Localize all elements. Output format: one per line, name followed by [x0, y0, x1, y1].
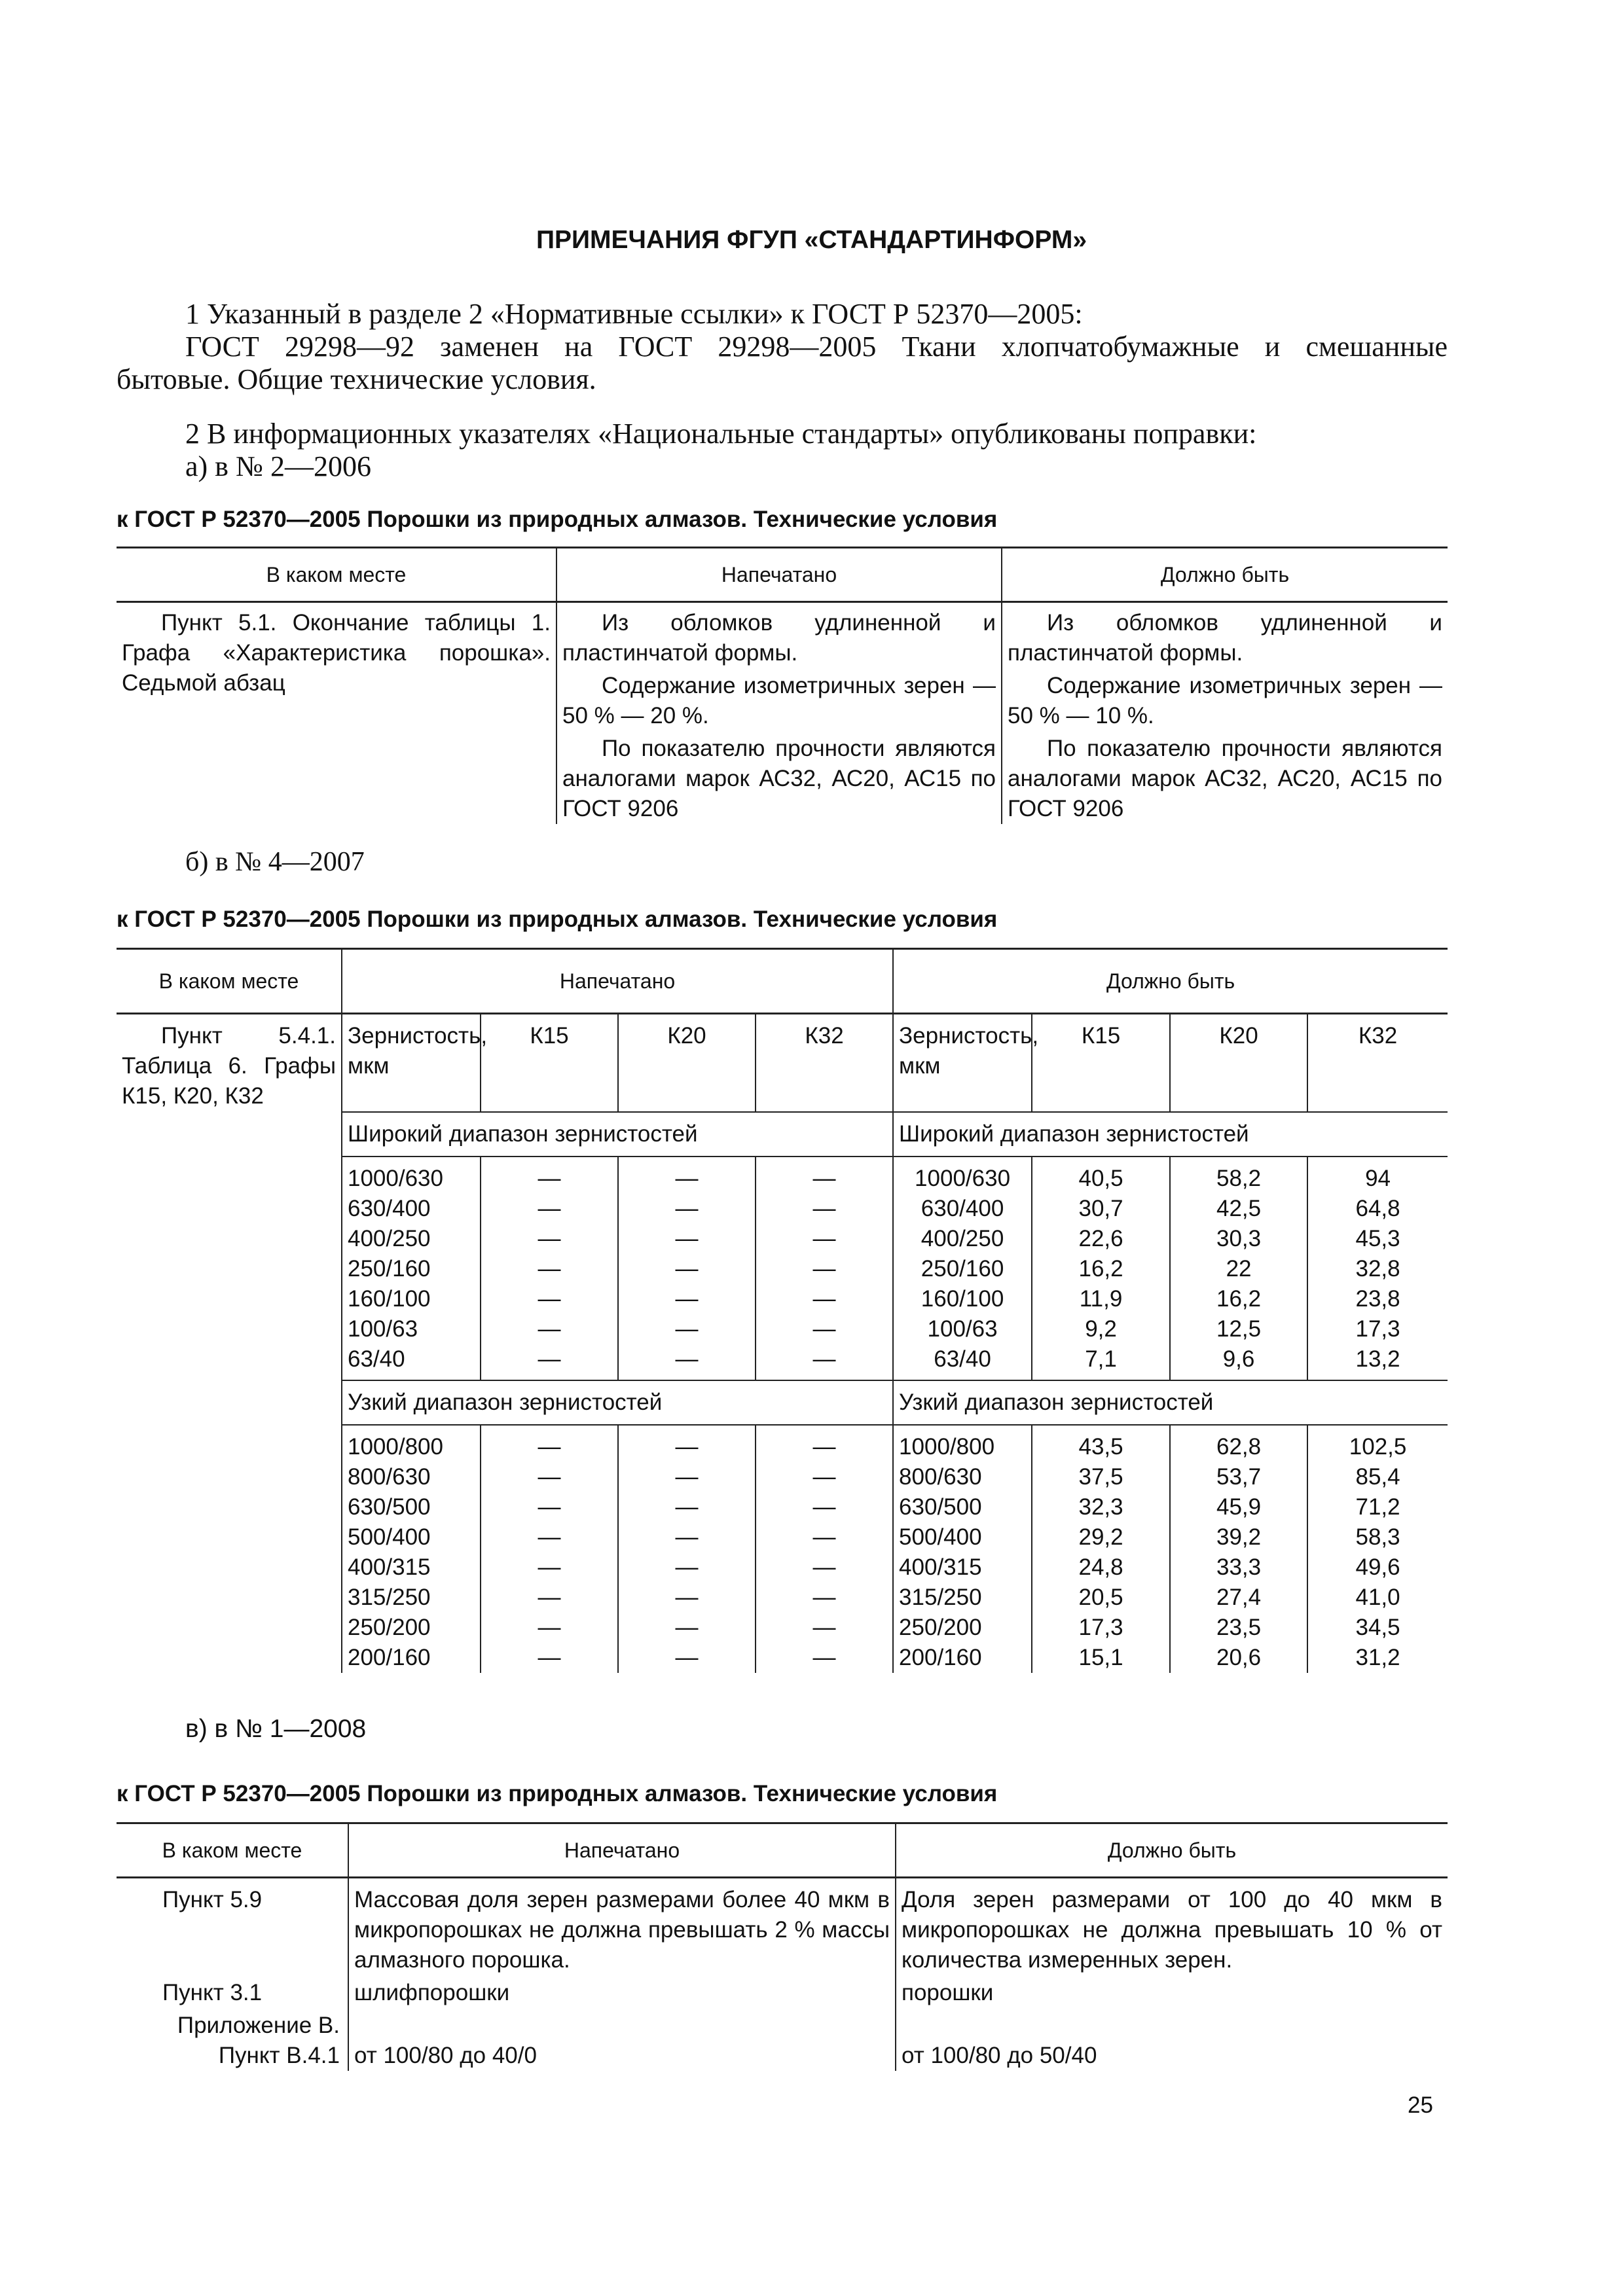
dash: —: [812, 1645, 836, 1670]
k32-value: 32,8: [1355, 1256, 1400, 1282]
col-grain-printed: Зернистость, мкм: [342, 1014, 481, 1113]
k32-value: 64,8: [1355, 1196, 1400, 1221]
k15-value: 7,1: [1085, 1346, 1117, 1372]
dash: —: [675, 1464, 699, 1490]
col-k32-printed: К32: [756, 1014, 893, 1113]
grain-value: 630/400: [348, 1196, 431, 1221]
k20-value: 16,2: [1216, 1286, 1262, 1312]
corrections-table-a: [117, 547, 1448, 824]
col-grain-should-be: Зернистость, мкм: [893, 1014, 1032, 1113]
wide-range-label-printed: Широкий диапазон зернистостей: [342, 1112, 893, 1157]
table-row: [117, 1878, 1448, 1976]
printed-para-2: Содержание изометричных зерен — 50 % — 20 %.: [562, 673, 996, 728]
grain-value: 1000/630: [915, 1166, 1011, 1191]
wide-k32-should-be: [1307, 1157, 1448, 1380]
dash: —: [675, 1196, 699, 1221]
grain-value: 400/250: [921, 1226, 1004, 1251]
grain-value: 800/630: [899, 1464, 982, 1490]
grain-value: 1000/800: [348, 1434, 443, 1460]
should-be-para-1: Из обломков удлиненной и пластинчатой формы.: [1008, 610, 1442, 666]
grain-value: 250/200: [899, 1615, 982, 1640]
k20-value: 22: [1226, 1256, 1252, 1282]
grain-value: 400/315: [348, 1554, 431, 1580]
k20-value: 45,9: [1216, 1494, 1262, 1520]
dash: —: [812, 1464, 836, 1490]
k32-value: 58,3: [1355, 1524, 1400, 1550]
col-k15-should-be: К15: [1032, 1014, 1170, 1113]
dash: —: [538, 1256, 561, 1282]
header-where: В каком месте: [117, 1823, 348, 1878]
narrow-range-label-should-be: Узкий диапазон зернистостей: [893, 1380, 1448, 1425]
printed-para-3: По показателю прочности являются аналогами марок АС32, АС20, АС15 по ГОСТ 9206: [562, 736, 996, 821]
dash: —: [538, 1585, 561, 1610]
table-row: [117, 1975, 1448, 2008]
dash: —: [538, 1464, 561, 1490]
dash: —: [675, 1226, 699, 1251]
k20-value: 53,7: [1216, 1464, 1262, 1490]
note-2-sub-a: а) в № 2—2006: [185, 450, 371, 482]
dash: —: [538, 1226, 561, 1251]
header-printed: Напечатано: [556, 548, 1002, 602]
dash: —: [538, 1316, 561, 1342]
header-should-be: Должно быть: [893, 949, 1448, 1014]
k15-value: 37,5: [1078, 1464, 1123, 1490]
k32-value: 49,6: [1355, 1554, 1400, 1580]
dash: —: [812, 1494, 836, 1520]
dash: —: [538, 1554, 561, 1580]
grain-value: 800/630: [348, 1464, 431, 1490]
k32-value: 17,3: [1355, 1316, 1400, 1342]
grain-value: 500/400: [348, 1524, 431, 1550]
cell-should-be: порошки: [896, 1975, 1448, 2008]
narrow-range-label-printed: Узкий диапазон зернистостей: [342, 1380, 893, 1425]
dash: —: [675, 1494, 699, 1520]
dash: —: [812, 1554, 836, 1580]
dash: —: [812, 1316, 836, 1342]
grain-value: 630/500: [348, 1494, 431, 1520]
reference-title-a: к ГОСТ Р 52370—2005 Порошки из природных алмазов. Технические условия: [117, 507, 998, 532]
grain-value: 200/160: [899, 1645, 982, 1670]
cell-where: Пункт 5.4.1. Таблица 6. Графы К15, К20, К32: [122, 1023, 336, 1109]
k15-value: 17,3: [1078, 1615, 1123, 1640]
grain-value: 1000/630: [348, 1166, 443, 1191]
grain-value: 100/63: [927, 1316, 998, 1342]
k20-value: 42,5: [1216, 1196, 1262, 1221]
should-be-para-2: Содержание изометричных зерен — 50 % — 10 %.: [1008, 673, 1442, 728]
wide-grain-printed: [342, 1157, 481, 1380]
grain-value: 1000/800: [899, 1434, 995, 1460]
dash: —: [812, 1434, 836, 1460]
k15-value: 11,9: [1079, 1286, 1123, 1312]
k20-value: 39,2: [1216, 1524, 1262, 1550]
dash: —: [538, 1346, 561, 1372]
k32-value: 34,5: [1355, 1615, 1400, 1640]
dash: —: [675, 1316, 699, 1342]
dash: —: [538, 1615, 561, 1640]
k20-value: 30,3: [1216, 1226, 1262, 1251]
printed-para-1: Из обломков удлиненной и пластинчатой формы.: [562, 610, 996, 666]
dash: —: [675, 1615, 699, 1640]
dash: —: [675, 1554, 699, 1580]
cell-where: Приложение В. Пункт В.4.1: [177, 2013, 340, 2068]
k15-value: 30,7: [1078, 1196, 1123, 1221]
k15-value: 16,2: [1078, 1256, 1123, 1282]
cell-should-be: от 100/80 до 50/40: [896, 2008, 1448, 2071]
grain-value: 200/160: [348, 1645, 431, 1670]
header-where: В каком месте: [117, 949, 342, 1014]
k32-value: 94: [1365, 1166, 1391, 1191]
dash: —: [538, 1645, 561, 1670]
k20-value: 9,6: [1222, 1346, 1255, 1372]
cell-should-be: [1002, 602, 1448, 825]
should-be-para-3: По показателю прочности являются аналогами марок АС32, АС20, АС15 по ГОСТ 9206: [1008, 736, 1442, 821]
dash: —: [675, 1524, 699, 1550]
dash: —: [538, 1434, 561, 1460]
grain-value: 250/200: [348, 1615, 431, 1640]
grain-value: 400/250: [348, 1226, 431, 1251]
note-1-line-2: ГОСТ 29298—92 заменен на ГОСТ 29298—2005 Ткани хлопчатобумажные и смешанные: [185, 331, 1448, 363]
k20-value: 23,5: [1216, 1615, 1262, 1640]
cell-printed: [556, 602, 1002, 825]
page-number: 25: [1408, 2092, 1433, 2118]
narrow-k32-printed: [756, 1425, 893, 1673]
dash: —: [538, 1494, 561, 1520]
k20-value: 20,6: [1216, 1645, 1262, 1670]
k15-value: 22,6: [1078, 1226, 1123, 1251]
wide-k32-printed: [756, 1157, 893, 1380]
k32-value: 23,8: [1355, 1286, 1400, 1312]
narrow-k20-printed: [618, 1425, 756, 1673]
k15-value: 29,2: [1078, 1524, 1123, 1550]
k32-value: 102,5: [1349, 1434, 1407, 1460]
dash: —: [538, 1286, 561, 1312]
wide-k20-should-be: [1170, 1157, 1307, 1380]
k15-value: 40,5: [1078, 1166, 1123, 1191]
header-printed: Напечатано: [342, 949, 893, 1014]
cell-where: Пункт 5.1. Окончание таблицы 1. Графа «Характеристика порошка». Седьмой абзац: [122, 610, 551, 696]
note-2-sub-c: в) в № 1—2008: [185, 1715, 367, 1743]
grain-value: 250/160: [921, 1256, 1004, 1282]
grain-value: 630/400: [921, 1196, 1004, 1221]
narrow-grain-should-be: [893, 1425, 1032, 1673]
note-1-line-3: бытовые. Общие технические условия.: [117, 363, 596, 395]
narrow-k15-should-be: [1032, 1425, 1170, 1673]
col-k20-printed: К20: [618, 1014, 756, 1113]
k20-value: 58,2: [1216, 1166, 1262, 1191]
dash: —: [675, 1346, 699, 1372]
k15-value: 43,5: [1078, 1434, 1123, 1460]
k20-value: 27,4: [1216, 1585, 1262, 1610]
col-k20-should-be: К20: [1170, 1014, 1307, 1113]
note-2-sub-b: б) в № 4—2007: [185, 847, 365, 877]
dash: —: [675, 1286, 699, 1312]
dash: —: [812, 1615, 836, 1640]
dash: —: [538, 1524, 561, 1550]
grain-value: 630/500: [899, 1494, 982, 1520]
grain-value: 160/100: [921, 1286, 1004, 1312]
k32-value: 45,3: [1355, 1226, 1400, 1251]
narrow-grain-printed: [342, 1425, 481, 1673]
k32-value: 85,4: [1355, 1464, 1400, 1490]
dash: —: [675, 1585, 699, 1610]
cell-printed: от 100/80 до 40/0: [348, 2008, 896, 2071]
corrections-table-b: [117, 948, 1448, 1673]
header-printed: Напечатано: [348, 1823, 896, 1878]
grain-value: 63/40: [934, 1346, 991, 1372]
dash: —: [675, 1256, 699, 1282]
header-should-be: Должно быть: [1002, 548, 1448, 602]
k15-value: 9,2: [1085, 1316, 1117, 1342]
k20-value: 33,3: [1216, 1554, 1262, 1580]
dash: —: [675, 1166, 699, 1191]
narrow-k32-should-be: [1307, 1425, 1448, 1673]
col-k32-should-be: К32: [1307, 1014, 1448, 1113]
note-1-line-1: 1 Указанный в разделе 2 «Нормативные ссылки» к ГОСТ Р 52370—2005:: [185, 298, 1083, 330]
narrow-k20-should-be: [1170, 1425, 1307, 1673]
k15-value: 15,1: [1078, 1645, 1123, 1670]
table-row: [117, 2008, 1448, 2071]
dash: —: [538, 1196, 561, 1221]
dash: —: [812, 1256, 836, 1282]
col-k15-printed: К15: [481, 1014, 618, 1113]
note-2: [117, 418, 1448, 483]
note-2-line-1: 2 В информационных указателях «Национальные стандарты» опубликованы поправки:: [185, 418, 1257, 450]
dash: —: [812, 1346, 836, 1372]
note-1: [117, 298, 1448, 396]
k32-value: 71,2: [1355, 1494, 1400, 1520]
k20-value: 12,5: [1216, 1316, 1262, 1342]
narrow-k15-printed: [481, 1425, 618, 1673]
wide-k15-printed: [481, 1157, 618, 1380]
dash: —: [812, 1524, 836, 1550]
cell-should-be: Доля зерен размерами от 100 до 40 мкм в микропорошках не должна превышать 10 % от количества измеренных зерен.: [896, 1878, 1448, 1976]
grain-value: 160/100: [348, 1286, 431, 1312]
grain-value: 63/40: [348, 1346, 405, 1372]
wide-k20-printed: [618, 1157, 756, 1380]
header-should-be: Должно быть: [896, 1823, 1448, 1878]
dash: —: [812, 1585, 836, 1610]
page-title: ПРИМЕЧАНИЯ ФГУП «СТАНДАРТИНФОРМ»: [536, 226, 1087, 254]
k15-value: 32,3: [1078, 1494, 1123, 1520]
grain-value: 500/400: [899, 1524, 982, 1550]
dash: —: [812, 1286, 836, 1312]
grain-value: 100/63: [348, 1316, 418, 1342]
corrections-table-c: [117, 1822, 1448, 2071]
grain-value: 315/250: [899, 1585, 982, 1610]
grain-value: 400/315: [899, 1554, 982, 1580]
wide-range-label-should-be: Широкий диапазон зернистостей: [893, 1112, 1448, 1157]
dash: —: [675, 1434, 699, 1460]
cell-printed: шлифпорошки: [348, 1975, 896, 2008]
dash: —: [812, 1226, 836, 1251]
grain-value: 315/250: [348, 1585, 431, 1610]
k15-value: 20,5: [1078, 1585, 1123, 1610]
reference-title-c: к ГОСТ Р 52370—2005 Порошки из природных алмазов. Технические условия: [117, 1781, 998, 1806]
k32-value: 41,0: [1355, 1585, 1400, 1610]
k15-value: 24,8: [1078, 1554, 1123, 1580]
cell-where: Пункт 3.1: [162, 1980, 263, 2005]
cell-printed: Массовая доля зерен размерами более 40 мкм в микропорошках не должна превышать 2 % массы алмазного порошка.: [348, 1878, 896, 1976]
k32-value: 31,2: [1355, 1645, 1400, 1670]
wide-k15-should-be: [1032, 1157, 1170, 1380]
k20-value: 62,8: [1216, 1434, 1262, 1460]
k32-value: 13,2: [1355, 1346, 1400, 1372]
header-where: В каком месте: [117, 548, 556, 602]
dash: —: [812, 1196, 836, 1221]
dash: —: [538, 1166, 561, 1191]
grain-value: 250/160: [348, 1256, 431, 1282]
cell-where: Пункт 5.9: [162, 1887, 263, 1912]
reference-title-b: к ГОСТ Р 52370—2005 Порошки из природных алмазов. Технические условия: [117, 906, 998, 932]
wide-grain-should-be: [893, 1157, 1032, 1380]
dash: —: [812, 1166, 836, 1191]
dash: —: [675, 1645, 699, 1670]
